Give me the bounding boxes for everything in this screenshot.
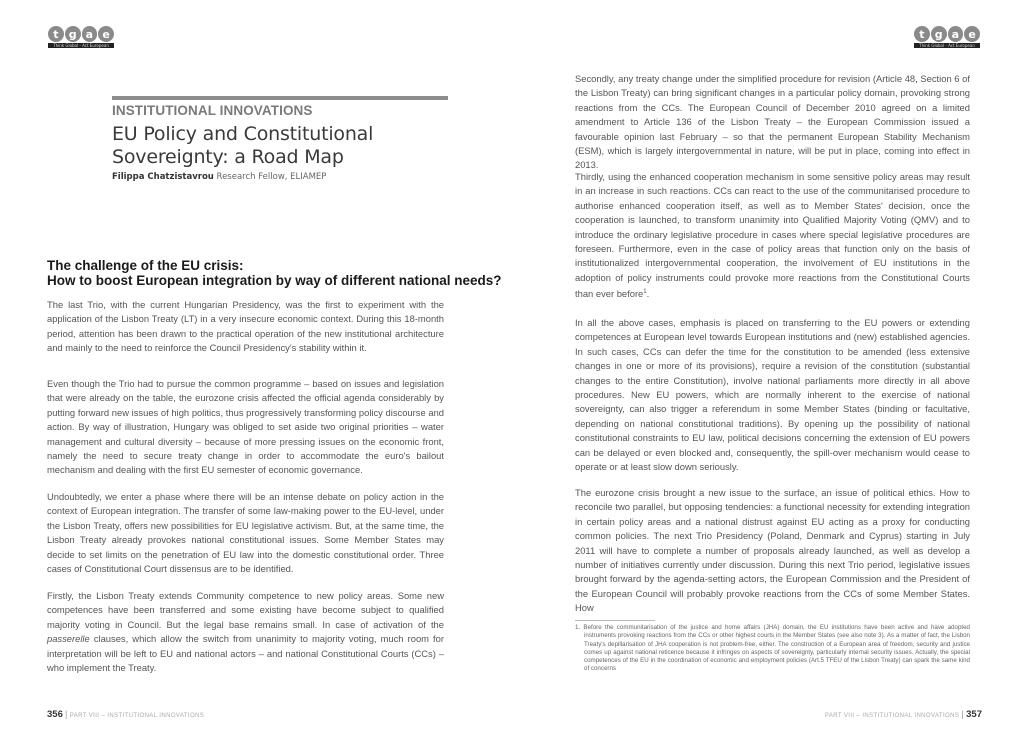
- paragraph-text: clauses, which allow the switch from unanimity to majority voting, much room for interpretation will be left to EU and national actors – and national Constitutional Courts (CCs) – who implement the Treaty.: [47, 633, 444, 674]
- logo-circles: [914, 26, 980, 42]
- footnote-divider: [575, 620, 655, 621]
- author-byline: [112, 172, 326, 182]
- folio-separator: |: [961, 709, 965, 719]
- paragraph-text: Thirdly, using the enhanced cooperation mechanism in some sensitive policy areas may result in an increase in such reactions. CCs can react to the use of the communitarised procedure to authorise enhanced cooperation itself, as well as to Member States' decision, once the cooperation is launched, to transform unanimity into Qualified Majority Voting (QMV) and to introduce the ordinary legislative procedure in cases where special legislative procedures are foreseen. Furthermore, even in the case of policy areas that function only on the basis of institutionalized intergovernmental cooperation, the involvement of EU institutions in the adoption of policy instruments could provoke more reactions from the Constitutional Courts than ever before: [575, 171, 970, 300]
- logo-letter: a: [82, 26, 98, 42]
- subheading-line-2: How to boost European integration by way of different national needs?: [47, 273, 502, 288]
- paragraph: [575, 170, 970, 302]
- tgae-logo: [48, 26, 114, 48]
- logo-letter: t: [914, 26, 930, 42]
- author-name: Filippa Chatzistavrou: [112, 172, 214, 182]
- italic-term: passerelle: [47, 633, 90, 645]
- author-role: Research Fellow, ELIAMEP: [216, 172, 327, 182]
- paragraph: The eurozone crisis brought a new issue to the surface, an issue of political ethics. How to reconcile two parallel, but opposing tendencies: a functional necessity for extending integration in certain policy areas and a national distrust against EU acting as a proxy for conducting common policies. The next Trio Presidency (Poland, Denmark and Cyprus) starting in July 2011 will have to complete a number of proposals already launched, as well as develop a number of initiatives currently under discussion. During this next Trio period, legislative issues brought forward by the agenda-setting actors, the European Commission and the President of the European Council will probably provoke reactions from the CCs of some Member States. How: [575, 487, 970, 614]
- paragraph-end: .: [646, 288, 650, 300]
- footnote-reference[interactable]: 1: [643, 289, 647, 296]
- logo-circles: [48, 26, 114, 42]
- tgae-logo: [914, 26, 980, 48]
- paragraph-text: Firstly, the Lisbon Treaty extends Community competence to new policy areas. Some new competences have been transferred and some existing have become subject to qualified majority voting in Council. But the legal base remains small. In case of activation of the: [47, 590, 444, 630]
- paragraph: In all the above cases, emphasis is placed on transferring to the EU powers or extending competences at European level towards European institutions and (new) established agencies. In such cases, CCs can defer the time for the constitution to be amended (less extensive changes in one or more of its provisions), require a revision of the constitution (substantial changes to the entire Constitution), involve national parliaments more directly in all above procedures. New EU powers, which are normally inherent to the exercise of national sovereignty, can also trigger a referendum in some Member States (binding or facultative, depending on national constitutional traditions). By opening up the possibility of national constitutional constraints to EU law, political decisions concerning the extension of EU powers can be delayed or even blocked and, consequently, the spill-over mechanism would cease to operate or at least slow down seriously.: [575, 317, 970, 473]
- page-footer: [47, 709, 204, 720]
- logo-letter: e: [964, 26, 980, 42]
- page-number: 357: [966, 709, 982, 720]
- running-footer: PART VIII – INSTITUTIONAL INNOVATIONS: [824, 713, 960, 719]
- logo-tagline: Think Global - Act European: [48, 43, 114, 48]
- page-footer: [825, 709, 982, 720]
- subheading-line-1: The challenge of the EU crisis:: [47, 258, 244, 273]
- paragraph: [47, 589, 444, 675]
- section-label: INSTITUTIONAL INNOVATIONS: [112, 103, 313, 118]
- paragraph: Secondly, any treaty change under the simplified procedure for revision (Article 48, Section 6 of the Lisbon Treaty) can bring significant changes in a particular policy domain, provoking strong reactions from the CCs. The European Council of December 2010 agreed on a limited amendment to Article 136 of the Lisbon Treaty – the European Commission issued a favourable opinion last February – so that the permanent European Stability Mechanism (ESM), which is largely intergovernmental in nature, will be put in place, coming into effect in 2013.: [575, 73, 970, 171]
- logo-letter: t: [48, 26, 64, 42]
- paragraph: Undoubtedly, we enter a phase where there will be an intense debate on policy action in the context of European integration. The transfer of some law-making power to the EU-level, under the Lisbon Treaty, offers new possibilities for EU legislative activism. But, at the same time, the Lisbon Treaty already provokes national constitutional issues. Some Member States may decide to set limits on the penetration of EU law into the domestic constitutional order. Three cases of Constitutional Court dissensus are to be identified.: [47, 491, 444, 575]
- logo-tagline: Think Global - Act European: [914, 43, 980, 48]
- page-number: 356: [47, 709, 63, 720]
- running-footer: PART VIII – INSTITUTIONAL INNOVATIONS: [69, 713, 205, 719]
- right-page: [512, 0, 1024, 736]
- paragraph: The last Trio, with the current Hungarian Presidency, was the first to experiment with the application of the Lisbon Treaty (LT) in a very insecure economic context. During this 18-month period, attention has been drawn to the practical operation of the new institutional architecture and mainly to the need to reinforce the Council Presidency's stability within it.: [47, 299, 444, 354]
- article-title: EU Policy and Constitutional Sovereignty: a Road Map: [112, 123, 374, 168]
- logo-letter: g: [65, 26, 81, 42]
- section-subheading: [47, 258, 507, 288]
- logo-letter: e: [98, 26, 114, 42]
- section-divider: [112, 96, 448, 100]
- paragraph: Even though the Trio had to pursue the common programme – based on issues and legislation that were already on the table, the eurozone crisis affected the official agenda considerably by putting forward new issues of high politics, thus progressively transforming policy discourse and action. By way of illustration, Hungary was obliged to set aside two original priorities – water management and cultural diversity – because of more pressing issues on the economic front, namely the need to secure treaty change in order to accommodate the euro's bailout mechanism and dealing with the first EU semester of economic governance.: [47, 378, 444, 476]
- folio-separator: |: [64, 709, 68, 719]
- logo-letter: a: [948, 26, 964, 42]
- logo-letter: g: [931, 26, 947, 42]
- footnote: 1. Before the communitarisation of the justice and home affairs (JHA) domain, the EU institutions have been active and have adopted instruments provoking reactions from the CCs or other highest courts in the Member States (see also note 3). As a matter of fact, the Lisbon Treaty's depillarisation of JHA cooperation is not problem-free, either. The construction of a European area of freedom, security and justice comes up against national reticence because it infringes on aspects of sovereignty, particularly internal security issues. Actually, the special competences of the EU in the coordination of economic and employment policies (Art.5 TFEU of the Lisbon Treaty) can spark the same kind of concerns: [575, 624, 970, 673]
